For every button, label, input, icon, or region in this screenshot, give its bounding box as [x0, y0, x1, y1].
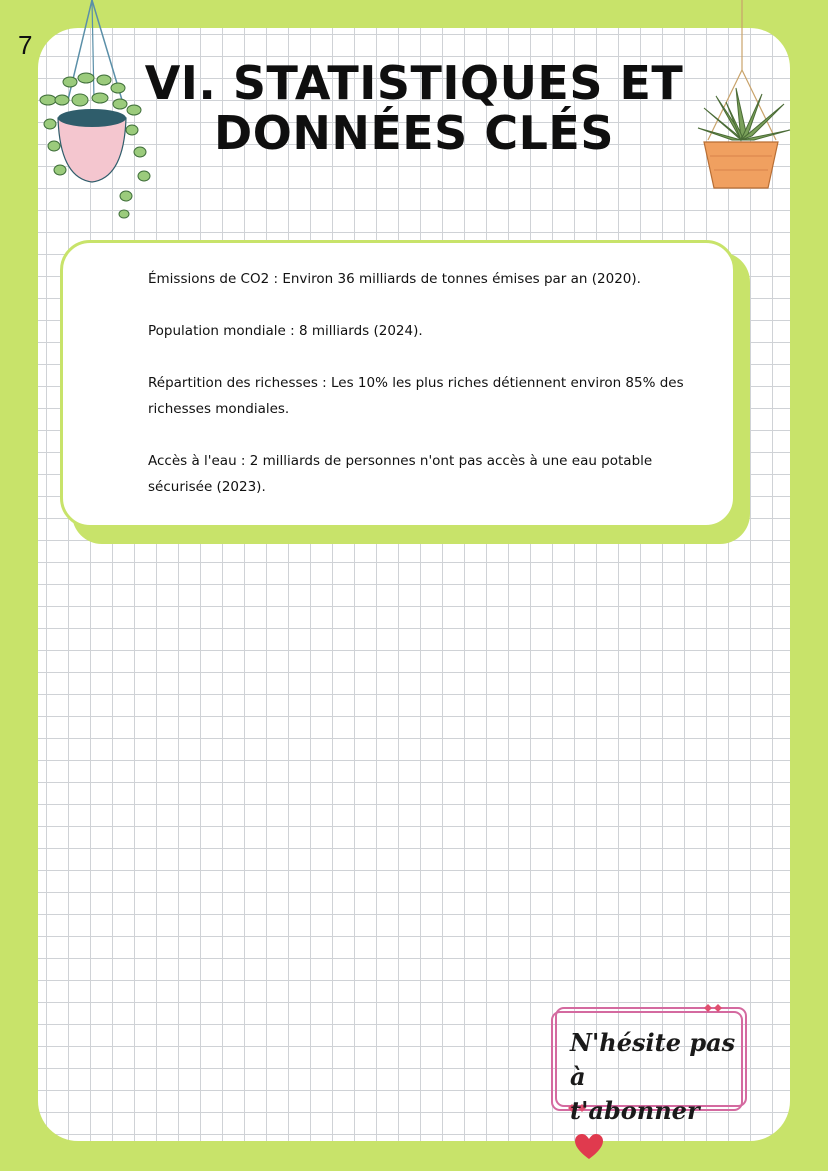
title-line-2: DONNÉES CLÉS	[214, 106, 614, 160]
page-number: 7	[18, 30, 33, 60]
subscribe-cta[interactable]	[570, 1026, 740, 1162]
cta-line-1: N'hésite pas à	[570, 1028, 736, 1091]
cta-line-2: t'abonner	[570, 1096, 700, 1125]
stats-list	[148, 266, 708, 500]
stat-water: Accès à l'eau : 2 milliards de personnes n'ont pas accès à une eau potable sécurisée (2023).	[148, 453, 653, 495]
page-title	[0, 58, 828, 158]
stat-population: Population mondiale : 8 milliards (2024).	[148, 323, 423, 339]
cta-line-2-wrap	[570, 1094, 740, 1162]
stat-wealth: Répartition des richesses : Les 10% les plus riches détiennent environ 85% des richesses mondiales.	[148, 375, 684, 417]
stat-co2: Émissions de CO2 : Environ 36 milliards de tonnes émises par an (2020).	[148, 271, 641, 287]
heart-icon	[574, 1133, 604, 1161]
title-line-1: VI. STATISTIQUES ET	[144, 56, 684, 110]
